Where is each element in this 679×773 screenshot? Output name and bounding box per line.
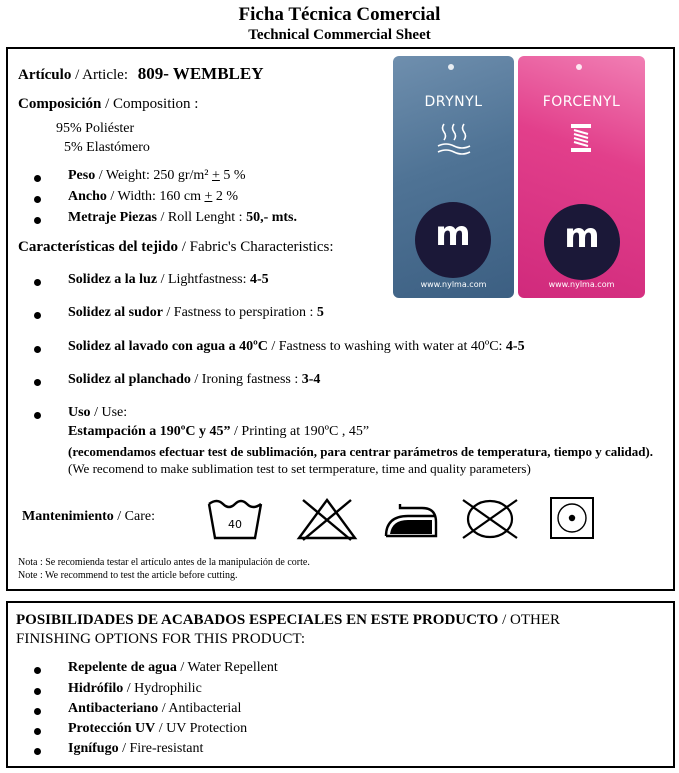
composition-pct: 5%: [64, 140, 83, 155]
composition-item: [56, 121, 134, 137]
spec-width: [68, 189, 238, 205]
spec-weight: [68, 168, 246, 184]
characteristic-item: [68, 272, 269, 288]
bullet: [34, 748, 41, 755]
composition-label-en: / Composition :: [101, 96, 199, 112]
finishing-heading-line2: FINISHING OPTIONS FOR THIS PRODUCT:: [16, 631, 306, 647]
composition-label: Composición: [18, 96, 102, 112]
composition-pct: 95%: [56, 121, 82, 136]
characteristics-label: Características del tejido: [18, 239, 178, 255]
characteristic-desc: / Lightfastness:: [157, 272, 250, 287]
spec-tolerance: 2 %: [212, 189, 239, 204]
tag-title: FORCENYL: [542, 94, 621, 110]
composition-name: Elastómero: [86, 140, 150, 155]
composition-name: Poliéster: [85, 121, 135, 136]
characteristic-desc: / Fastness to washing with water at 40ºC:: [267, 339, 506, 354]
finishing-item: [68, 660, 278, 676]
finishing-es: Hidrófilo: [68, 681, 124, 696]
finishing-item: [68, 721, 247, 737]
article-label-en: / Article:: [71, 67, 128, 83]
tolerance-sign: +: [204, 189, 213, 204]
nylma-logo: [544, 204, 620, 280]
bullet: [34, 196, 41, 203]
characteristic-item: [68, 372, 320, 388]
spec-label: Metraje Piezas: [68, 210, 157, 225]
use-printing: [68, 424, 369, 440]
bullet: [34, 728, 41, 735]
characteristic-item: [68, 339, 525, 355]
forcenyl-tag: [518, 56, 645, 298]
iron-icon: [380, 500, 442, 542]
bullet: [34, 708, 41, 715]
article-value: 809- WEMBLEY: [137, 64, 264, 83]
use-label: Uso: [68, 405, 91, 420]
characteristic-value: 3-4: [301, 372, 321, 387]
bullet: [34, 688, 41, 695]
tag-hole: [576, 64, 582, 70]
nylma-logo: [415, 202, 491, 278]
logo-letter: m: [564, 216, 600, 256]
use-heading: [68, 405, 127, 421]
printing-es: Estampación a 190ºC y 45”: [68, 424, 231, 439]
characteristics-heading: [18, 239, 334, 256]
wash-40-icon: [205, 496, 265, 542]
drynyl-tag: [393, 56, 514, 298]
bullet: [34, 667, 41, 674]
use-note: [68, 443, 660, 477]
spec-value: / Width: 160 cm: [106, 189, 205, 204]
bullet: [34, 346, 41, 353]
finishing-item: [68, 701, 241, 717]
bullet: [34, 175, 41, 182]
use-note-en: (We recomend to make sublimation test to set termperature, time and quality parameters): [68, 461, 531, 476]
characteristic-value: 5: [316, 305, 324, 320]
tag-url: www.nylma.com: [548, 280, 615, 289]
bullet: [34, 412, 41, 419]
composition-item: [64, 140, 150, 156]
tolerance-sign: +: [211, 168, 220, 183]
bullet: [34, 217, 41, 224]
finishing-es: Antibacteriano: [68, 701, 159, 716]
finishing-item: [68, 681, 202, 697]
characteristic-label: Solidez a la luz: [68, 272, 158, 287]
characteristic-label: Solidez al lavado con agua a 40ºC: [68, 339, 268, 354]
finishing-es: Ignífugo: [68, 741, 119, 756]
bullet: [34, 312, 41, 319]
moisture-icon: [436, 120, 472, 156]
characteristic-value: 4-5: [505, 339, 525, 354]
care-label: Mantenimiento: [22, 509, 114, 524]
finishing-en: / Water Repellent: [176, 660, 278, 675]
characteristic-desc: / Ironing fastness :: [190, 372, 302, 387]
finishing-en: / Hydrophilic: [123, 681, 202, 696]
spec-roll-length: [68, 210, 297, 226]
article-row: [18, 64, 264, 84]
bullet: [34, 379, 41, 386]
dry-clean-icon: [548, 495, 596, 541]
use-note-es: (recomendamos efectuar test de sublimación, para centrar parámetros de temperatura, tiempo y calidad).: [68, 444, 654, 459]
note-es: Nota : Se recomienda testar el artículo antes de la manipulación de corte.: [18, 557, 310, 568]
characteristic-desc: / Fastness to perspiration :: [162, 305, 317, 320]
finishing-en: / Fire-resistant: [118, 741, 204, 756]
no-tumble-dry-icon: [459, 496, 521, 542]
wash-temp: 40: [228, 518, 242, 531]
no-bleach-icon: [295, 496, 359, 542]
finishing-en: / Antibacterial: [158, 701, 242, 716]
finishing-heading-en: / OTHER: [498, 612, 561, 628]
care-label-en: / Care:: [113, 509, 155, 524]
note-en: Note : We recommend to test the article before cutting.: [18, 570, 238, 581]
finishing-en: / UV Protection: [155, 721, 248, 736]
finishing-heading: [16, 612, 560, 629]
use-label-en: / Use:: [90, 405, 128, 420]
page-subtitle: Technical Commercial Sheet: [248, 27, 431, 43]
spec-tolerance: 5 %: [219, 168, 246, 183]
article-label: Artículo: [18, 67, 72, 83]
printing-en: / Printing at 190ºC , 45”: [230, 424, 370, 439]
characteristic-item: [68, 305, 324, 321]
characteristic-label: Solidez al planchado: [68, 372, 191, 387]
tag-title: DRYNYL: [424, 94, 483, 110]
care-heading: [22, 509, 155, 525]
finishing-heading-es: POSIBILIDADES DE ACABADOS ESPECIALES EN ESTE PRODUCTO: [16, 612, 499, 628]
page-title: Ficha Técnica Comercial: [238, 4, 441, 25]
tag-url: www.nylma.com: [420, 280, 487, 289]
spec-value: / Roll Lenght :: [157, 210, 247, 225]
finishing-es: Protección UV: [68, 721, 156, 736]
spec-label: Peso: [68, 168, 96, 183]
characteristics-label-en: / Fabric's Characteristics:: [177, 239, 334, 255]
spec-bold-value: 50,- mts.: [246, 210, 297, 225]
tag-hole: [448, 64, 454, 70]
characteristic-label: Solidez al sudor: [68, 305, 163, 320]
spec-label: Ancho: [68, 189, 107, 204]
bullet: [34, 279, 41, 286]
spec-value: / Weight: 250 gr/m²: [95, 168, 212, 183]
characteristic-value: 4-5: [250, 272, 269, 287]
composition-heading: [18, 96, 198, 113]
logo-letter: m: [435, 214, 471, 254]
finishing-es: Repelente de agua: [68, 660, 177, 675]
spring-icon: [568, 122, 594, 154]
finishing-item: [68, 741, 203, 757]
